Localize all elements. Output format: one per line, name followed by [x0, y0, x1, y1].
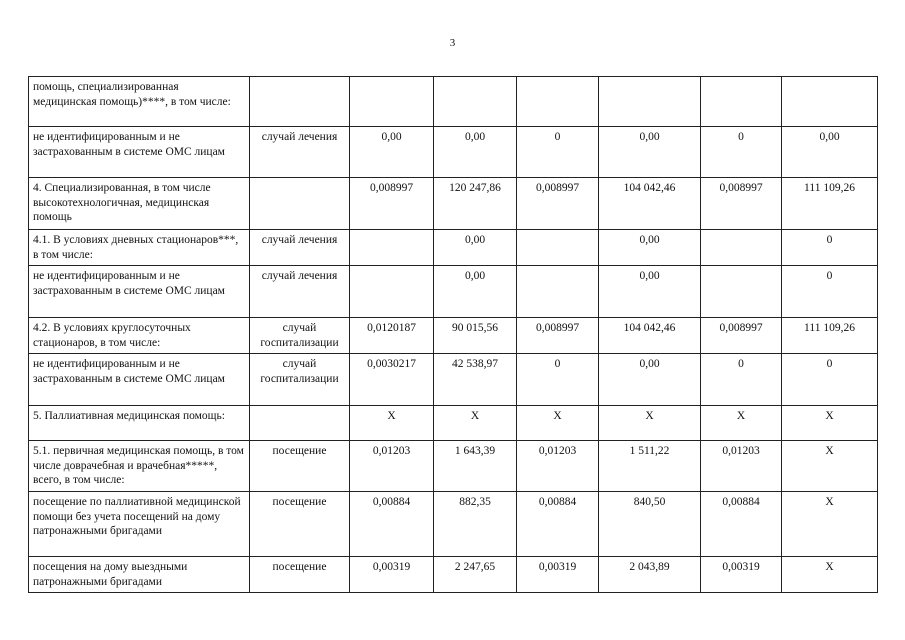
row-name-cell: не идентифицированным и не застрахованным в системе ОМС лицам [29, 127, 250, 178]
value-cell: 0,00 [599, 230, 701, 266]
value-cell [782, 77, 878, 127]
table-row [29, 354, 878, 406]
value-cell: X [782, 492, 878, 557]
value-cell [350, 230, 434, 266]
value-cell: X [782, 441, 878, 492]
unit-cell: случай госпитализации [250, 318, 350, 354]
value-cell: 0 [517, 127, 599, 178]
value-cell: 882,35 [434, 492, 517, 557]
row-name-cell: 4.1. В условиях дневных стационаров***, в том числе: [29, 230, 250, 266]
value-cell: 0,0030217 [350, 354, 434, 406]
value-cell: X [599, 406, 701, 441]
value-cell [701, 77, 782, 127]
value-cell: 0,00319 [701, 557, 782, 593]
value-cell: 0,00884 [350, 492, 434, 557]
value-cell [701, 230, 782, 266]
value-cell: 840,50 [599, 492, 701, 557]
row-name-cell: не идентифицированным и не застрахованным в системе ОМС лицам [29, 266, 250, 318]
table-row [29, 230, 878, 266]
row-name-cell: не идентифицированным и не застрахованным в системе ОМС лицам [29, 354, 250, 406]
unit-cell: случай лечения [250, 266, 350, 318]
value-cell [517, 230, 599, 266]
value-cell: 120 247,86 [434, 178, 517, 230]
value-cell: 0,008997 [701, 178, 782, 230]
page-number: 3 [449, 37, 456, 49]
unit-cell: посещение [250, 557, 350, 593]
value-cell: 0,00 [599, 354, 701, 406]
value-cell: X [782, 557, 878, 593]
value-cell: 0,00319 [350, 557, 434, 593]
value-cell: 0,00 [434, 230, 517, 266]
value-cell [517, 77, 599, 127]
row-name-cell: помощь, специализированная медицинская помощь)****, в том числе: [29, 77, 250, 127]
value-cell: 0,0120187 [350, 318, 434, 354]
value-cell: 111 109,26 [782, 178, 878, 230]
value-cell: X [434, 406, 517, 441]
table-row [29, 77, 878, 127]
value-cell [350, 266, 434, 318]
table-row [29, 406, 878, 441]
unit-cell: посещение [250, 441, 350, 492]
value-cell: 0,00 [434, 127, 517, 178]
unit-cell [250, 406, 350, 441]
unit-cell [250, 77, 350, 127]
value-cell: 0,008997 [701, 318, 782, 354]
value-cell: 0,00 [599, 266, 701, 318]
value-cell: 1 511,22 [599, 441, 701, 492]
table-row [29, 266, 878, 318]
value-cell: 1 643,39 [434, 441, 517, 492]
table-row [29, 127, 878, 178]
row-name-cell: 4.2. В условиях круглосуточных стационаров, в том числе: [29, 318, 250, 354]
value-cell: 0,00 [434, 266, 517, 318]
value-cell: 0,00 [350, 127, 434, 178]
value-cell: 0 [782, 266, 878, 318]
unit-cell: случай лечения [250, 127, 350, 178]
value-cell: X [701, 406, 782, 441]
value-cell: 0,01203 [701, 441, 782, 492]
table-row [29, 441, 878, 492]
row-name-cell: посещение по паллиативной медицинской помощи без учета посещений на дому патронажными бригадами [29, 492, 250, 557]
value-cell: 0,00884 [517, 492, 599, 557]
value-cell [599, 77, 701, 127]
unit-cell: посещение [250, 492, 350, 557]
table-row [29, 178, 878, 230]
value-cell: 0 [782, 354, 878, 406]
row-name-cell: 5. Паллиативная медицинская помощь: [29, 406, 250, 441]
value-cell: X [782, 406, 878, 441]
table-row [29, 557, 878, 593]
value-cell: 0,01203 [517, 441, 599, 492]
data-table [28, 76, 878, 593]
value-cell: 0,00319 [517, 557, 599, 593]
unit-cell: случай госпитализации [250, 354, 350, 406]
value-cell: 90 015,56 [434, 318, 517, 354]
row-name-cell: посещения на дому выездными патронажными бригадами [29, 557, 250, 593]
value-cell: X [517, 406, 599, 441]
row-name-cell: 5.1. первичная медицинская помощь, в том числе доврачебная и врачебная*****, всего, в том числе: [29, 441, 250, 492]
value-cell: X [350, 406, 434, 441]
value-cell [701, 266, 782, 318]
value-cell: 104 042,46 [599, 318, 701, 354]
value-cell: 0,00884 [701, 492, 782, 557]
value-cell: 0 [701, 354, 782, 406]
value-cell: 0 [701, 127, 782, 178]
value-cell: 0,008997 [517, 318, 599, 354]
value-cell: 0,008997 [517, 178, 599, 230]
value-cell: 2 043,89 [599, 557, 701, 593]
value-cell [434, 77, 517, 127]
value-cell: 2 247,65 [434, 557, 517, 593]
table-row [29, 492, 878, 557]
value-cell: 0 [782, 230, 878, 266]
value-cell: 0,00 [599, 127, 701, 178]
value-cell: 0,008997 [350, 178, 434, 230]
value-cell: 104 042,46 [599, 178, 701, 230]
value-cell: 0,00 [782, 127, 878, 178]
unit-cell: случай лечения [250, 230, 350, 266]
value-cell [350, 77, 434, 127]
row-name-cell: 4. Специализированная, в том числе высокотехнологичная, медицинская помощь [29, 178, 250, 230]
value-cell: 42 538,97 [434, 354, 517, 406]
value-cell: 111 109,26 [782, 318, 878, 354]
value-cell [517, 266, 599, 318]
unit-cell [250, 178, 350, 230]
table-row [29, 318, 878, 354]
value-cell: 0,01203 [350, 441, 434, 492]
value-cell: 0 [517, 354, 599, 406]
